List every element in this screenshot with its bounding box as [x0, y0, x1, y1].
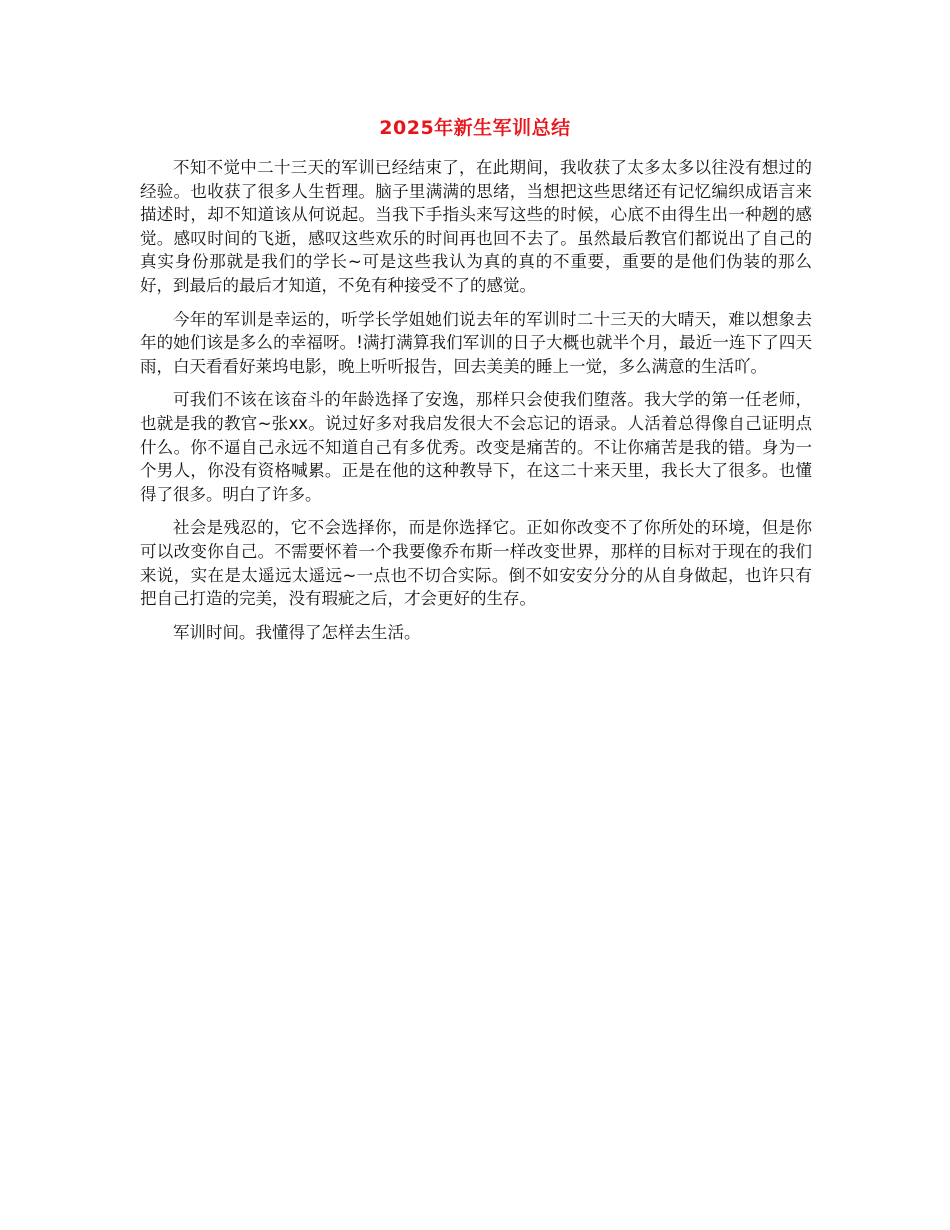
document-title: 2025年新生军训总结 — [379, 117, 571, 139]
paragraph-5: 军训时间。我懂得了怎样去生活。 — [173, 622, 421, 642]
paragraph-1: 不知不觉中二十三天的军训已经结束了，在此期间，我收获了太多太多以往没有想过的经验。也收获了很多人生哲理。脑子里满满的思绪，当想把这些思绪还有记忆编织成语言来描述时，却不知道该从何说起。当我下手指头来写这些的时候，心底不由得生出一种趔的感觉。感叹时间的飞逝，感叹这些欢乐的时间再也回不去了。虽然最后教官们都说出了自己的真实身份那就是我们的学长~可是这些我认为真的真的不重要，重要的是他们伪装的那么好，到最后的最后才知道，不免有种接受不了的感觉。 — [140, 158, 812, 295]
document-body — [140, 156, 812, 654]
paragraph-3: 可我们不该在该奋斗的年龄选择了安逸，那样只会使我们堕落。我大学的第一任老师，也就是我的教官~张xx。说过好多对我启发很大不会忘记的语录。人活着总得像自己证明点什么。你不逼自己永远不知道自己有多优秀。改变是痛苦的。不让你痛苦是我的错。身为一个男人，你没有资格喊累。正是在他的这种教导下，在这二十来天里，我长大了很多。也懂得了很多。明白了许多。 — [140, 390, 812, 504]
paragraph-4: 社会是残忍的，它不会选择你，而是你选择它。正如你改变不了你所处的环境，但是你可以改变你自己。不需要怀着一个我要像乔布斯一样改变世界，那样的目标对于现在的我们来说，实在是太遥远太遥远~一点也不切合实际。倒不如安安分分的从自身做起，也许只有把自己打造的完美，没有瑕疵之后，才会更好的生存。 — [140, 518, 812, 609]
paragraph-2: 今年的军训是幸运的，听学长学姐她们说去年的军训时二十三天的大晴天，难以想象去年的她们该是多么的幸福呀。!满打满算我们军训的日子大概也就半个月，最近一连下了四天雨，白天看看好莱坞电影，晚上听听报告，回去美美的睡上一觉，多么满意的生活吖。 — [140, 309, 812, 376]
